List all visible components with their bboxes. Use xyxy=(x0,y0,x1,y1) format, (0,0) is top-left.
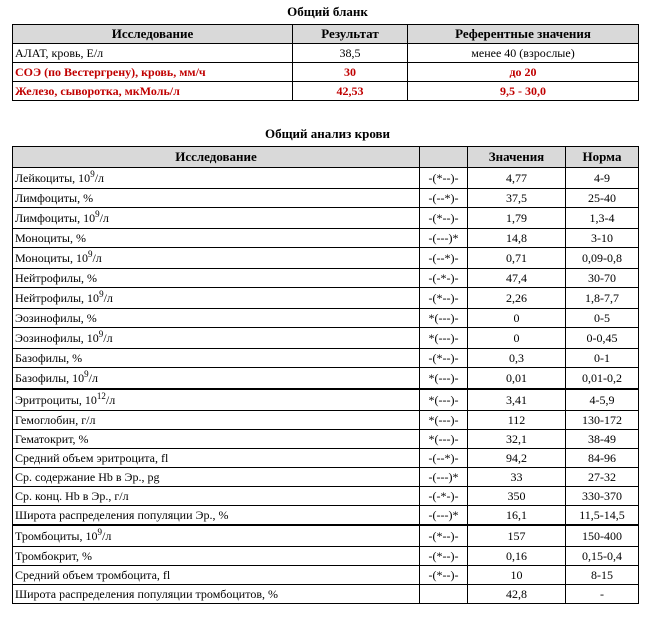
header-reference: Референтные значения xyxy=(408,25,639,44)
range-indicator: -(-*-)- xyxy=(420,269,468,288)
general-table-row xyxy=(13,44,639,63)
measured-value: 0 xyxy=(468,309,566,328)
blood-table-row xyxy=(13,389,639,411)
study-name xyxy=(13,168,420,189)
norm-range: 130-172 xyxy=(566,411,639,430)
blood-header-row xyxy=(13,147,639,168)
study-label: Нейтрофилы, 10 xyxy=(15,291,100,305)
range-indicator: *(---)- xyxy=(420,368,468,390)
header-indicator xyxy=(420,147,468,168)
range-indicator: *(---)- xyxy=(420,328,468,349)
norm-range: 4-9 xyxy=(566,168,639,189)
study-label: Лимфоциты, 10 xyxy=(15,211,96,225)
unit-label: /л xyxy=(88,371,98,385)
measured-value: 47,4 xyxy=(468,269,566,288)
measured-value: 14,8 xyxy=(468,229,566,248)
range-indicator: -(*--)- xyxy=(420,547,468,566)
blood-table-row xyxy=(13,368,639,390)
blood-table-row xyxy=(13,430,639,449)
blood-table-row xyxy=(13,349,639,368)
header-result: Результат xyxy=(293,25,408,44)
norm-range: 0,15-0,4 xyxy=(566,547,639,566)
unit-label: /л xyxy=(92,251,102,265)
measured-value: 33 xyxy=(468,468,566,487)
study-name: АЛАТ, кровь, Е/л xyxy=(13,44,293,63)
measured-value: 32,1 xyxy=(468,430,566,449)
blood-table-row xyxy=(13,487,639,506)
measured-value: 0,01 xyxy=(468,368,566,390)
study-label: Средний объем эритроцита, fl xyxy=(15,451,169,465)
study-label: Моноциты, 10 xyxy=(15,251,88,265)
norm-range: 150-400 xyxy=(566,525,639,547)
blood-table-row xyxy=(13,269,639,288)
study-name xyxy=(13,349,420,368)
study-name xyxy=(13,309,420,328)
range-indicator: *(---)- xyxy=(420,411,468,430)
study-label: Тромбоциты, 10 xyxy=(15,529,98,543)
study-label: Нейтрофилы, % xyxy=(15,271,98,285)
range-indicator: -(*--)- xyxy=(420,288,468,309)
measured-value: 350 xyxy=(468,487,566,506)
study-name xyxy=(13,269,420,288)
range-indicator: -(*--)- xyxy=(420,525,468,547)
norm-range: 330-370 xyxy=(566,487,639,506)
norm-range: 0-0,45 xyxy=(566,328,639,349)
study-label: Тромбокрит, % xyxy=(15,549,92,563)
measured-value: 0,71 xyxy=(468,248,566,269)
study-label: Моноциты, % xyxy=(15,231,86,245)
study-name xyxy=(13,389,420,411)
measured-value: 157 xyxy=(468,525,566,547)
blood-table-row xyxy=(13,248,639,269)
norm-range: 0-1 xyxy=(566,349,639,368)
blood-table-row xyxy=(13,328,639,349)
blood-table-row xyxy=(13,566,639,585)
study-label: Базофилы, % xyxy=(15,351,83,365)
blood-table-row xyxy=(13,229,639,248)
blood-table-row xyxy=(13,411,639,430)
exponent: 9 xyxy=(84,369,89,379)
study-name xyxy=(13,328,420,349)
measured-value: 16,1 xyxy=(468,506,566,526)
range-indicator xyxy=(420,585,468,604)
blood-table-row xyxy=(13,208,639,229)
study-name xyxy=(13,229,420,248)
norm-range: 11,5-14,5 xyxy=(566,506,639,526)
norm-range: 84-96 xyxy=(566,449,639,468)
blood-table-row xyxy=(13,547,639,566)
exponent: 9 xyxy=(97,527,102,537)
unit-label: /л xyxy=(105,393,116,407)
range-indicator: -(*--)- xyxy=(420,349,468,368)
unit-label: /л xyxy=(103,291,113,305)
exponent: 12 xyxy=(96,391,106,401)
blood-table-row xyxy=(13,309,639,328)
study-name xyxy=(13,208,420,229)
blood-table-row xyxy=(13,168,639,189)
range-indicator: -(*--)- xyxy=(420,168,468,189)
study-name xyxy=(13,566,420,585)
result-value: 42,53 xyxy=(293,82,408,101)
study-label: Эозинофилы, 10 xyxy=(15,331,99,345)
norm-range: 3-10 xyxy=(566,229,639,248)
measured-value: 2,26 xyxy=(468,288,566,309)
norm-range: 27-32 xyxy=(566,468,639,487)
study-name xyxy=(13,547,420,566)
measured-value: 42,8 xyxy=(468,585,566,604)
study-name xyxy=(13,288,420,309)
general-table-row xyxy=(13,82,639,101)
exponent: 9 xyxy=(87,249,93,259)
norm-range: 25-40 xyxy=(566,189,639,208)
blood-analysis-title: Общий анализ крови xyxy=(264,126,391,141)
norm-range: 0,01-0,2 xyxy=(566,368,639,390)
range-indicator: -(--*)- xyxy=(420,449,468,468)
range-indicator: *(---)- xyxy=(420,389,468,411)
study-label: Лейкоциты, 10 xyxy=(15,171,91,185)
norm-range: 0-5 xyxy=(566,309,639,328)
blood-table-row xyxy=(13,506,639,526)
study-name xyxy=(13,449,420,468)
header-study: Исследование xyxy=(13,147,420,168)
unit-label: /л xyxy=(94,171,105,185)
range-indicator: *(---)- xyxy=(420,430,468,449)
unit-label: /л xyxy=(102,529,112,543)
study-name xyxy=(13,189,420,208)
reference-value: до 20 xyxy=(408,63,639,82)
study-name xyxy=(13,368,420,390)
study-label: Средний объем тромбоцита, fl xyxy=(15,568,171,582)
blood-table-row xyxy=(13,288,639,309)
exponent: 9 xyxy=(95,209,100,219)
general-table-row xyxy=(13,63,639,82)
blood-table-row xyxy=(13,585,639,604)
range-indicator: -(--*)- xyxy=(420,248,468,269)
norm-range: 1,3-4 xyxy=(566,208,639,229)
unit-label: /л xyxy=(99,211,109,225)
norm-range: 30-70 xyxy=(566,269,639,288)
exponent: 9 xyxy=(98,329,104,339)
study-label: Широта распределения популяции Эр., % xyxy=(15,508,229,522)
range-indicator: -(---)* xyxy=(420,506,468,526)
norm-range: 38-49 xyxy=(566,430,639,449)
measured-value: 112 xyxy=(468,411,566,430)
study-name: СОЭ (по Вестергрену), кровь, мм/ч xyxy=(13,63,293,82)
study-name xyxy=(13,506,420,526)
result-value: 38,5 xyxy=(293,44,408,63)
general-header-row xyxy=(13,25,639,44)
general-form-title: Общий бланк xyxy=(287,4,368,19)
study-label: Ср. конц. Hb в Эр., г/л xyxy=(15,489,129,503)
header-study: Исследование xyxy=(13,25,293,44)
range-indicator: -(-*-)- xyxy=(420,487,468,506)
exponent: 9 xyxy=(99,289,104,299)
result-value: 30 xyxy=(293,63,408,82)
reference-value: менее 40 (взрослые) xyxy=(408,44,639,63)
study-label: Базофилы, 10 xyxy=(15,371,85,385)
range-indicator: *(---)- xyxy=(420,309,468,328)
general-results-table xyxy=(12,24,639,101)
study-name xyxy=(13,248,420,269)
measured-value: 37,5 xyxy=(468,189,566,208)
measured-value: 94,2 xyxy=(468,449,566,468)
study-label: Широта распределения популяции тромбоцитов, % xyxy=(15,587,278,601)
study-name xyxy=(13,411,420,430)
measured-value: 4,77 xyxy=(468,168,566,189)
exponent: 9 xyxy=(90,169,95,179)
measured-value: 0,16 xyxy=(468,547,566,566)
study-label: Эозинофилы, % xyxy=(15,311,97,325)
measured-value: 3,41 xyxy=(468,389,566,411)
blood-table-row xyxy=(13,468,639,487)
norm-range: 8-15 xyxy=(566,566,639,585)
reference-value: 9,5 - 30,0 xyxy=(408,82,639,101)
study-label: Гематокрит, % xyxy=(15,432,89,446)
norm-range: 0,09-0,8 xyxy=(566,248,639,269)
range-indicator: -(*--)- xyxy=(420,566,468,585)
study-name xyxy=(13,585,420,604)
header-norm: Норма xyxy=(566,147,639,168)
study-name xyxy=(13,487,420,506)
measured-value: 0 xyxy=(468,328,566,349)
blood-table-row xyxy=(13,525,639,547)
norm-range: 4-5,9 xyxy=(566,389,639,411)
blood-analysis-table xyxy=(12,146,639,604)
study-name xyxy=(13,525,420,547)
study-label: Гемоглобин, г/л xyxy=(15,413,96,427)
norm-range: 1,8-7,7 xyxy=(566,288,639,309)
study-label: Ср. содержание Hb в Эр., pg xyxy=(15,470,160,484)
range-indicator: -(---)* xyxy=(420,468,468,487)
unit-label: /л xyxy=(103,331,113,345)
study-label: Эритроциты, 10 xyxy=(15,393,97,407)
measured-value: 0,3 xyxy=(468,349,566,368)
header-values: Значения xyxy=(468,147,566,168)
study-name xyxy=(13,430,420,449)
study-name xyxy=(13,468,420,487)
range-indicator: -(*--)- xyxy=(420,208,468,229)
norm-range: - xyxy=(566,585,639,604)
range-indicator: -(--*)- xyxy=(420,189,468,208)
measured-value: 10 xyxy=(468,566,566,585)
study-label: Лимфоциты, % xyxy=(15,191,94,205)
range-indicator: -(---)* xyxy=(420,229,468,248)
blood-table-row xyxy=(13,449,639,468)
measured-value: 1,79 xyxy=(468,208,566,229)
study-name: Железо, сыворотка, мкМоль/л xyxy=(13,82,293,101)
blood-table-row xyxy=(13,189,639,208)
